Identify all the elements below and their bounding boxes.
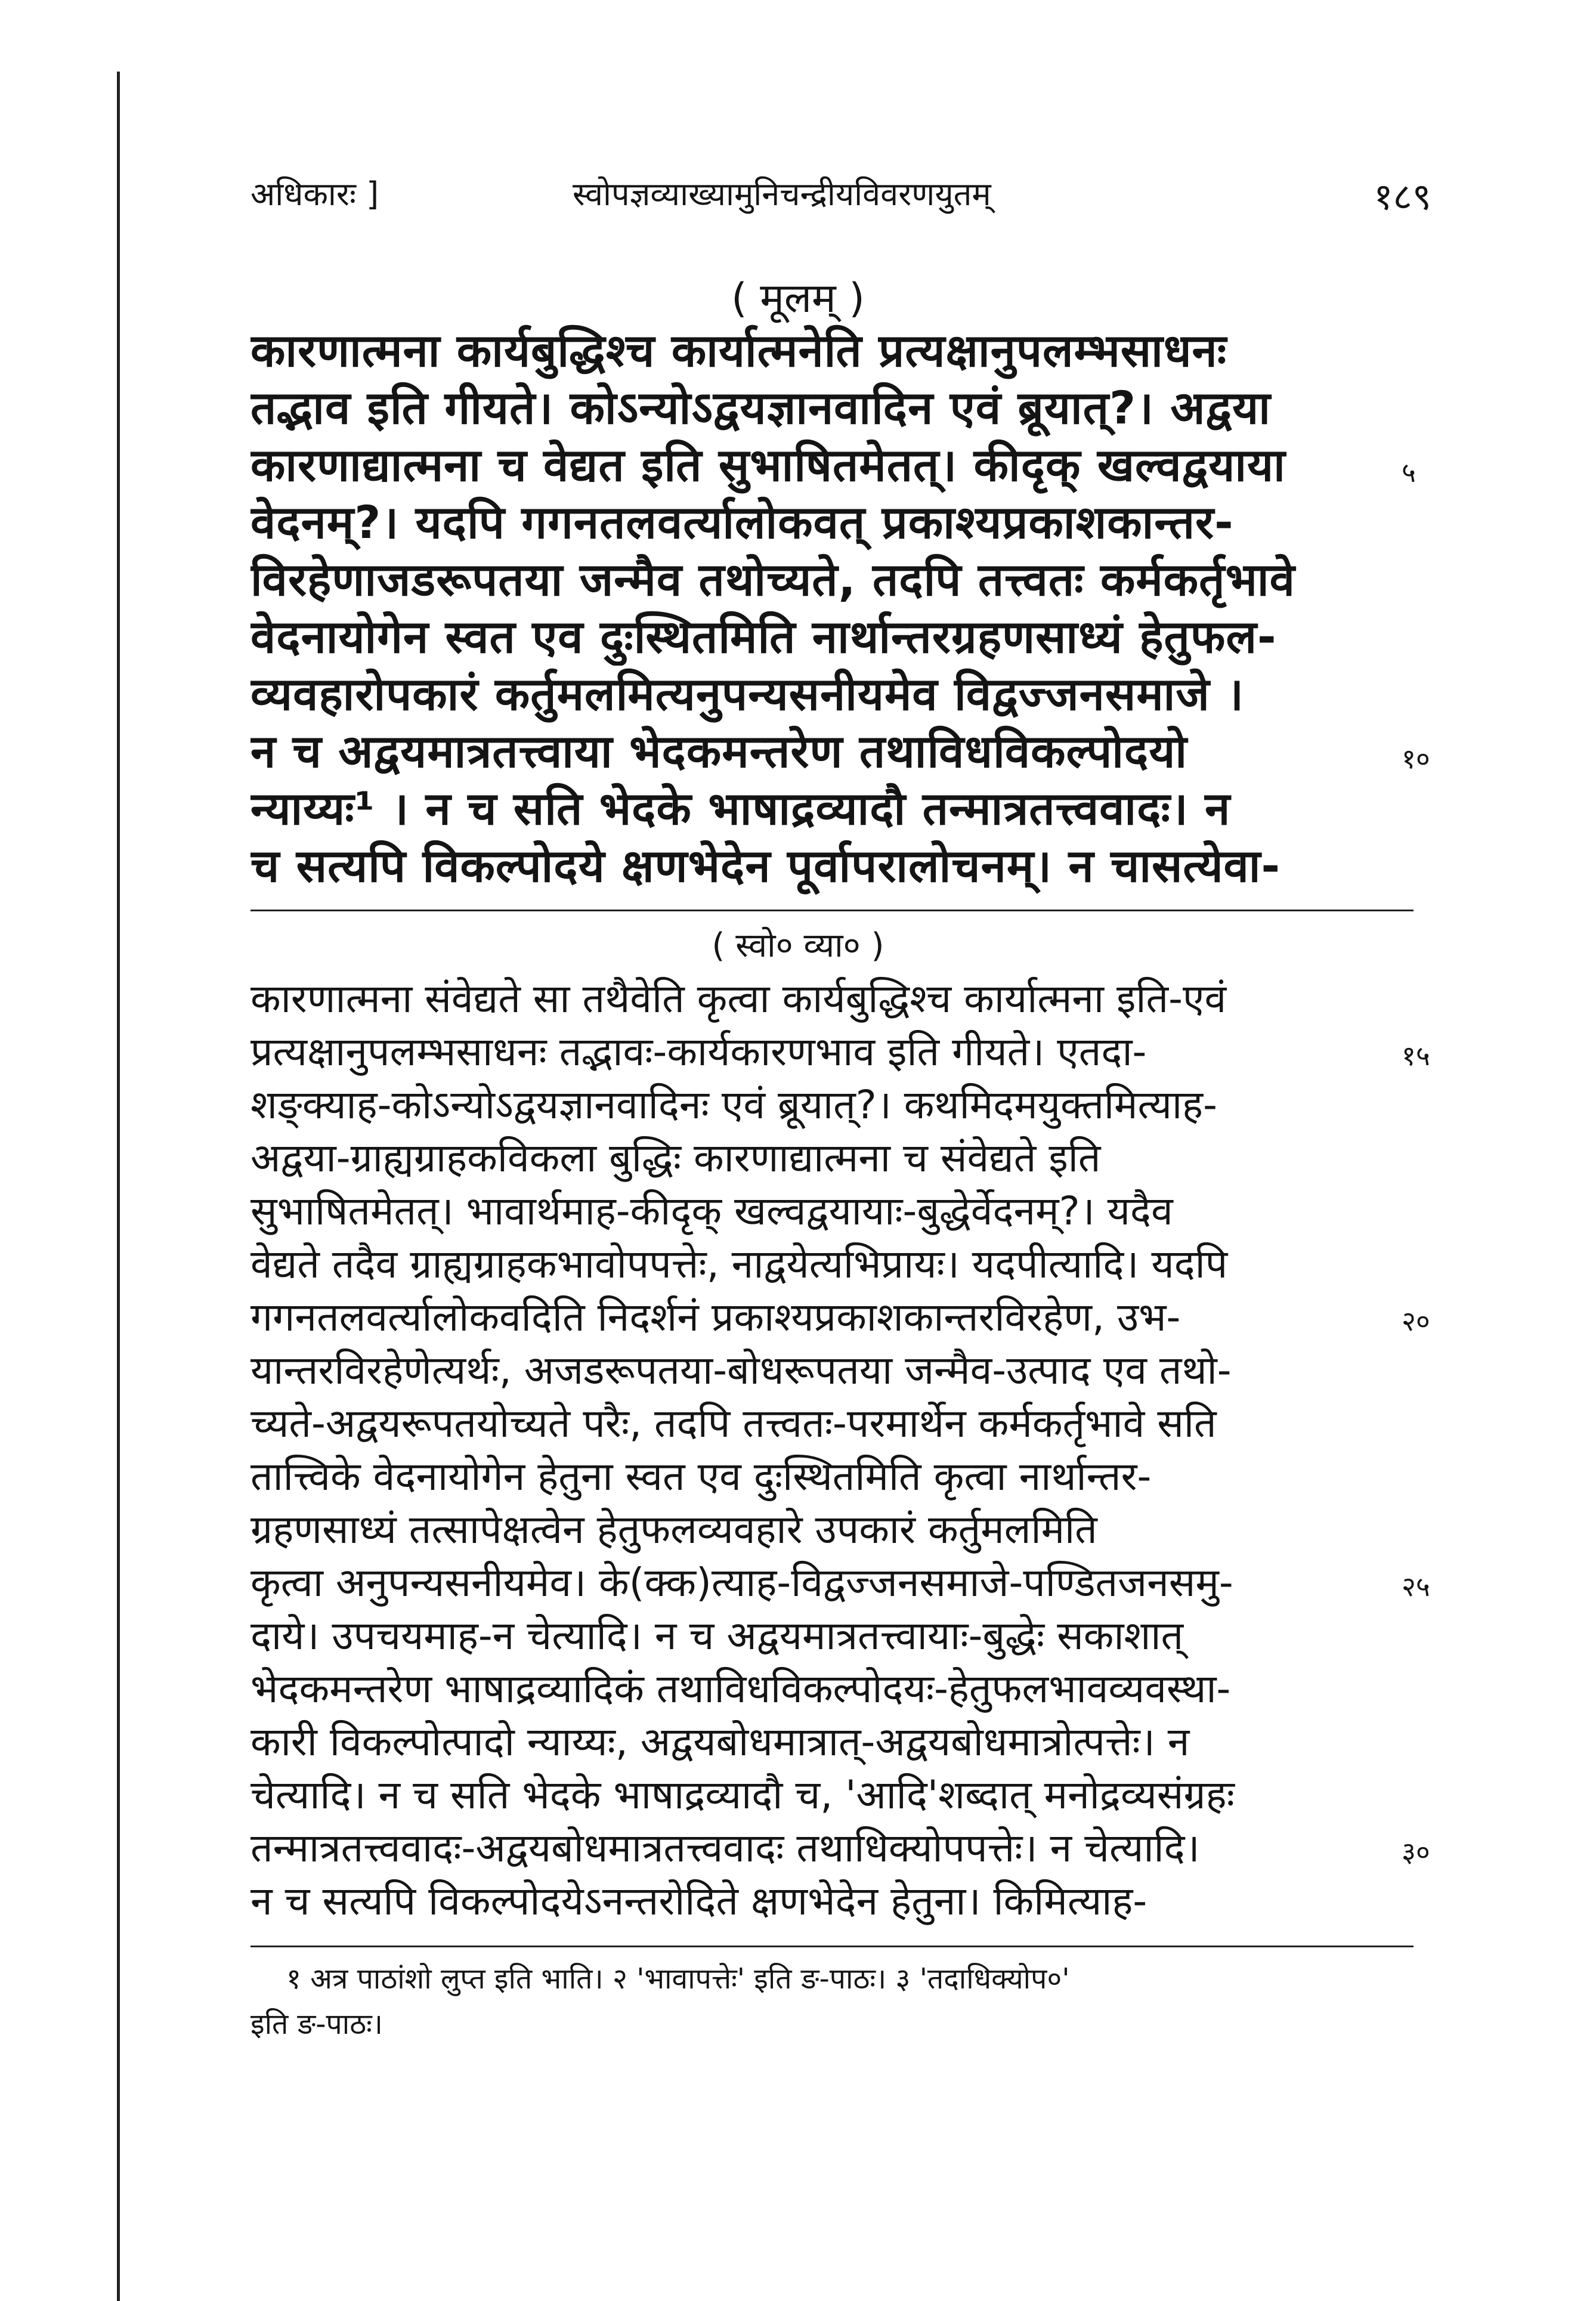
mula-line: न्याय्यः¹ । न च सति भेदके भाषाद्रव्यादौ तन्मात्रतत्त्ववादः। न bbox=[250, 782, 1231, 835]
mula-line: कारणाद्यात्मना च वेद्यत इति सुभाषितमेतत्। कीदृक् खल्वद्वयाया bbox=[250, 438, 1286, 491]
mula-line: न च अद्वयमात्रतत्त्वाया भेदकमन्तरेण तथाविधविकल्पोदयो bbox=[250, 725, 1188, 778]
line-number: ५ bbox=[1402, 456, 1416, 488]
commentary-line: न च सत्यपि विकल्पोदयेऽनन्तरोदिते क्षणभेदेन हेतुना। किमित्याह- bbox=[250, 1878, 1147, 1924]
commentary-line: कृत्वा अनुपन्यसनीयमेव। के(क्क)त्याह-विद्वज्जनसमाजे-पण्डितजनसमु- bbox=[250, 1560, 1233, 1606]
commentary-line: भेदकमन्तरेण भाषाद्रव्यादिकं तथाविधविकल्पोदयः-हेतुफलभावव्यवस्था- bbox=[250, 1666, 1231, 1712]
chapter-marker: अधिकारः ] bbox=[250, 175, 379, 213]
line-number: २० bbox=[1402, 1305, 1430, 1337]
mula-line: वेदनम्?। यदपि गगनतलवर्त्यालोकवत् प्रकाश्यप्रकाशकान्तर- bbox=[250, 496, 1234, 549]
commentary-line: प्रत्यक्षानुपलम्भसाधनः तद्भावः-कार्यकारणभाव इति गीयते। एतदा- bbox=[250, 1029, 1147, 1075]
footnote-line: १ अत्र पाठांशो लुप्त इति भाति। २ 'भावापत्तेः' इति ङ-पाठः। ३ 'तदाधिक्योप०' bbox=[286, 1962, 1070, 1996]
commentary-line: वेद्यते तदैव ग्राह्यग्राहकभावोपपत्तेः, नाद्वयेत्यभिप्रायः। यदपीत्यादि। यदपि bbox=[250, 1241, 1228, 1287]
commentary-line: यान्तरविरहेणेत्यर्थः, अजडरूपतया-बोधरूपतया जन्मैव-उत्पाद एव तथो- bbox=[250, 1347, 1232, 1393]
mula-line: व्यवहारोपकारं कर्तुमलमित्यनुपन्यसनीयमेव विद्वज्जनसमाजे । bbox=[250, 667, 1244, 720]
line-number: ३० bbox=[1402, 1836, 1430, 1868]
running-title: स्वोपज्ञव्याख्यामुनिचन्द्रीयविवरणयुतम् bbox=[573, 175, 991, 213]
section-divider bbox=[250, 910, 1413, 911]
vyakhya-heading: ( स्वो० व्या० ) bbox=[712, 926, 884, 965]
page-number: १८९ bbox=[1374, 175, 1431, 218]
line-number: २५ bbox=[1402, 1570, 1430, 1603]
mula-line: तद्भाव इति गीयते। कोऽन्योऽद्वयज्ञानवादिन एवं ब्रूयात्?। अद्वया bbox=[250, 381, 1271, 434]
mula-line: च सत्यपि विकल्पोदये क्षणभेदेन पूर्वापरालोचनम्। न चासत्येवा- bbox=[250, 839, 1281, 892]
footnote-line: इति ङ-पाठः। bbox=[250, 2008, 383, 2041]
mula-line: वेदनायोगेन स्वत एव दुःस्थितमिति नार्थान्तरग्रहणसाध्यं हेतुफल- bbox=[250, 610, 1277, 663]
mula-line: विरहेणाजडरूपतया जन्मैव तथोच्यते, तदपि तत्त्वतः कर्मकर्तृभावे bbox=[250, 553, 1295, 606]
mula-line: कारणात्मना कार्यबुद्धिश्च कार्यात्मनेति प्रत्यक्षानुपलम्भसाधनः bbox=[250, 324, 1227, 377]
commentary-line: च्यते-अद्वयरूपतयोच्यते परैः, तदपि तत्त्वतः-परमार्थेन कर्मकर्तृभावे सति bbox=[250, 1400, 1217, 1446]
commentary-line: तात्त्विके वेदनायोगेन हेतुना स्वत एव दुःस्थितमिति कृत्वा नार्थान्तर- bbox=[250, 1453, 1152, 1499]
commentary-line: कारी विकल्पोत्पादो न्याय्यः, अद्वयबोधमात्रात्-अद्वयबोधमात्रोत्पत्तेः। न bbox=[250, 1719, 1190, 1765]
commentary-line: चेत्यादि। न च सति भेदके भाषाद्रव्यादौ च, 'आदि'शब्दात् मनोद्रव्यसंग्रहः bbox=[250, 1772, 1235, 1818]
footnote-divider bbox=[250, 1946, 1413, 1947]
running-header bbox=[250, 171, 1431, 224]
left-margin-rule bbox=[117, 72, 120, 2301]
commentary-line: अद्वया-ग्राह्यग्राहकविकला बुद्धिः कारणाद्यात्मना च संवेद्यते इति bbox=[250, 1135, 1101, 1181]
line-number: १५ bbox=[1402, 1040, 1430, 1072]
line-number: १० bbox=[1402, 743, 1430, 775]
commentary-line: ग्रहणसाध्यं तत्सापेक्षत्वेन हेतुफलव्यवहारे उपकारं कर्तुमलमिति bbox=[250, 1507, 1097, 1552]
commentary-line: शङ्क्याह-कोऽन्योऽद्वयज्ञानवादिनः एवं ब्रूयात्?। कथमिदमयुक्तमित्याह- bbox=[250, 1082, 1217, 1128]
mula-heading: ( मूलम् ) bbox=[731, 275, 865, 322]
commentary-line: कारणात्मना संवेद्यते सा तथैवेति कृत्वा कार्यबुद्धिश्च कार्यात्मना इति-एवं bbox=[250, 976, 1227, 1022]
commentary-line: गगनतलवर्त्यालोकवदिति निदर्शनं प्रकाश्यप्रकाशकान्तरविरहेण, उभ- bbox=[250, 1294, 1181, 1340]
commentary-line: सुभाषितमेतत्। भावार्थमाह-कीदृक् खल्वद्वयायाः-बुद्धेर्वेदनम्?। यदैव bbox=[250, 1188, 1173, 1234]
commentary-line: तन्मात्रतत्त्ववादः-अद्वयबोधमात्रतत्त्ववादः तथाधिक्योपपत्तेः। न चेत्यादि। bbox=[250, 1825, 1200, 1871]
commentary-line: दाये। उपचयमाह-न चेत्यादि। न च अद्वयमात्रतत्त्वायाः-बुद्धेः सकाशात् bbox=[250, 1613, 1184, 1659]
